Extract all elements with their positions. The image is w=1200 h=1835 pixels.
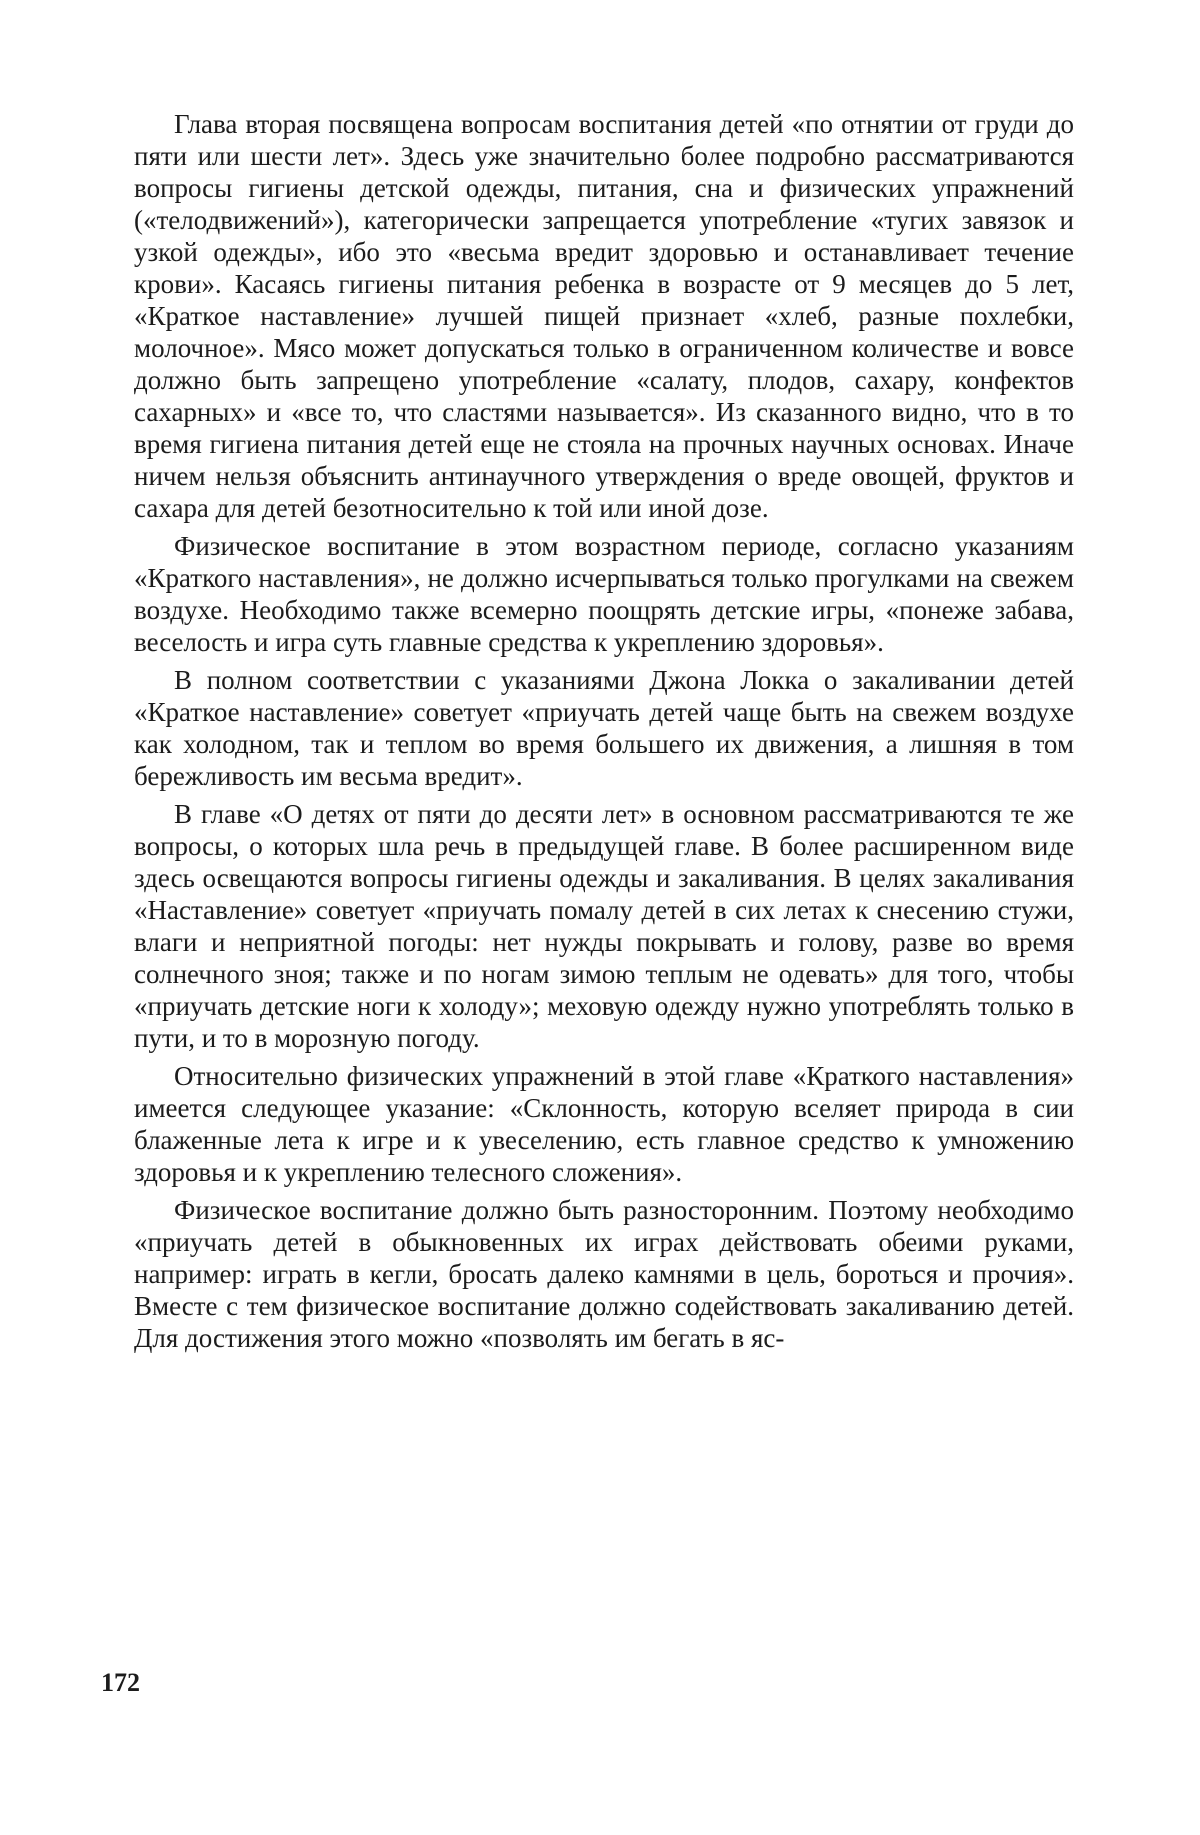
paragraph-4: В главе «О детях от пяти до десяти лет» в основном рассматриваются те же вопросы, о которых шла речь в предыдущей главе. В более расширенном виде здесь освещаются вопросы гигиены одежды и закаливания. В целях закаливания «Наставление» советует «приучать помалу детей в сих летах к снесению стужи, влаги и неприятной погоды: нет нужды покрывать и голову, разве во время солнечного зноя; также и по ногам зимою теплым не одевать» для того, чтобы «приучать детские ноги к холоду»; меховую одежду нужно употреблять только в пути, и то в морозную погоду.	[134, 799, 1074, 1053]
page-number: 172	[101, 1668, 140, 1697]
paragraph-6: Физическое воспитание должно быть разносторонним. Поэтому необходимо «приучать детей в обыкновенных их играх действовать обеими руками, например: играть в кегли, бросать далеко камнями в цель, бороться и прочия». Вместе с тем физическое воспитание должно содействовать закаливанию детей. Для достижения этого можно «позволять им бегать в яс-	[134, 1195, 1074, 1353]
page-body	[134, 108, 1074, 1354]
paragraph-3: В полном соответствии с указаниями Джона Локка о закаливании детей «Краткое наставление» советует «приучать детей чаще быть на свежем воздухе как холодном, так и теплом во время большего их движения, а лишняя в том бережливость им весьма вредит».	[134, 665, 1074, 791]
paragraph-5: Относительно физических упражнений в этой главе «Краткого наставления» имеется следующее указание: «Склонность, которую вселяет природа в сии блаженные лета к игре и к увеселению, есть главное средство к умножению здоровья и к укреплению телесного сложения».	[134, 1061, 1074, 1187]
paragraph-1: Глава вторая посвящена вопросам воспитания детей «по отнятии от груди до пяти или шести лет». Здесь уже значительно более подробно рассматриваются вопросы гигиены детской одежды, питания, сна и физических упражнений («телодвижений»), категорически запрещается употребление «тугих завязок и узкой одежды», ибо это «весьма вредит здоровью и останавливает течение крови». Касаясь гигиены питания ребенка в возрасте от 9 месяцев до 5 лет, «Краткое наставление» лучшей пищей признает «хлеб, разные похлебки, молочное». Мясо может допускаться только в ограниченном количестве и вовсе должно быть запрещено употребление «салату, плодов, сахару, конфектов сахарных» и «все то, что сластями называется». Из сказанного видно, что в то время гигиена питания детей еще не стояла на прочных научных основах. Иначе ничем нельзя объяснить антинаучного утверждения о вреде овощей, фруктов и сахара для детей безотносительно к той или иной дозе.	[134, 109, 1074, 523]
paragraph-2: Физическое воспитание в этом возрастном периоде, согласно указаниям «Краткого наставления», не должно исчерпываться только прогулками на свежем воздухе. Необходимо также всемерно поощрять детские игры, «понеже забава, веселость и игра суть главные средства к укреплению здоровья».	[134, 531, 1074, 657]
